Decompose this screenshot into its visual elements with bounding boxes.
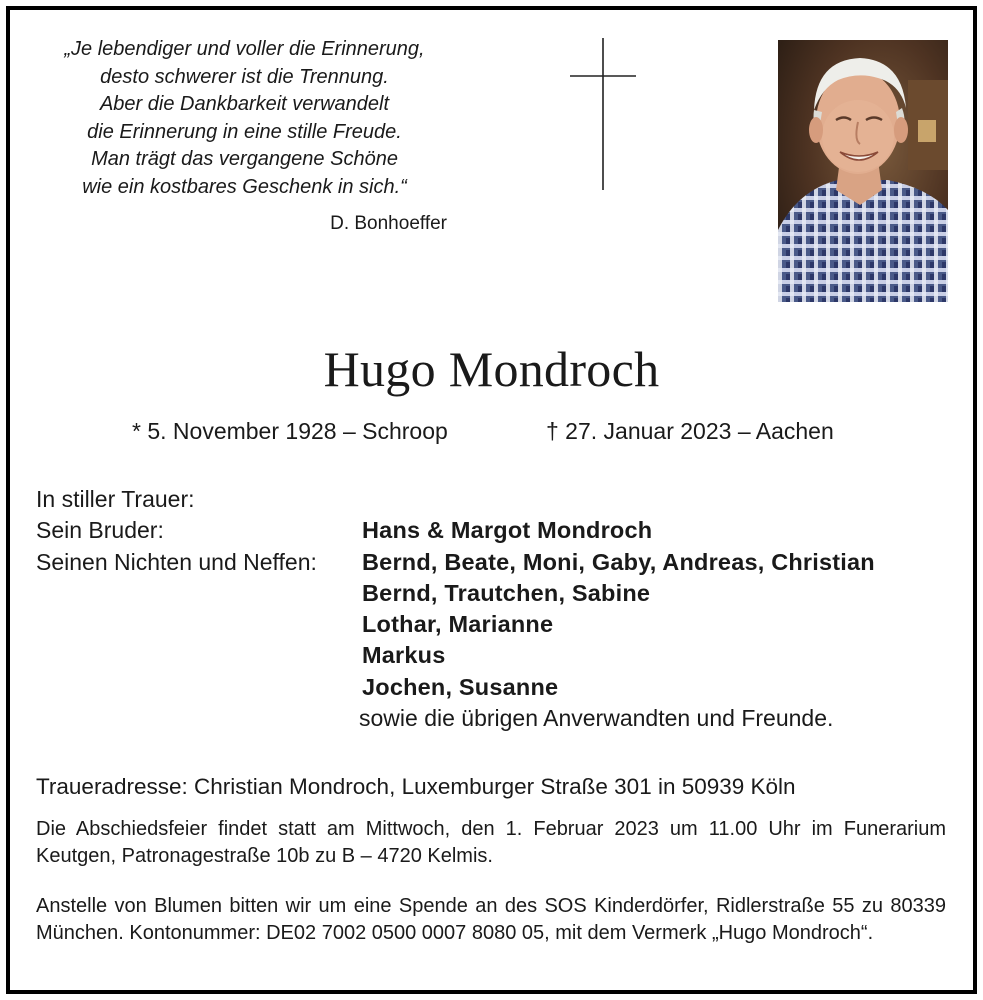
ceremony-info: Die Abschiedsfeier findet statt am Mittwoch, den 1. Februar 2023 um 11.00 Uhr im Funerarium Keutgen, Patronagestraße 10b zu B – 4720 Kelmis. xyxy=(36,818,946,867)
mourners-intro: In stiller Trauer: xyxy=(36,486,195,512)
donation-info: Anstelle von Blumen bitten wir um eine Spende an des SOS Kinderdörfer, Ridlerstraße 55 zu 80339 München. Kontonummer: DE02 7002 0500 0007 8080 05, mit dem Vermerk „Hugo Mondroch“. xyxy=(36,895,946,944)
mourners-list xyxy=(36,484,956,734)
quote-author: D. Bonhoeffer xyxy=(330,213,447,234)
obituary-notice xyxy=(6,6,977,994)
deceased-name: Hugo Mondroch xyxy=(323,341,660,397)
mourners-row xyxy=(36,578,956,609)
relatives-names: Bernd, Trautchen, Sabine xyxy=(362,579,651,606)
birth-date: * 5. November 1928 – Schroop xyxy=(132,418,448,444)
mourners-row xyxy=(36,703,956,734)
quote-line: Man trägt das vergangene Schöne xyxy=(91,148,398,170)
mourners-closing: sowie die übrigen Anverwandten und Freunde. xyxy=(359,705,834,732)
relatives-label: Seinen Nichten und Neffen: xyxy=(36,548,317,575)
cross-icon xyxy=(570,38,636,190)
mourning-address: Traueradresse: Christian Mondroch, Luxemburger Straße 301 in 50939 Köln xyxy=(36,774,796,799)
mourners-row xyxy=(36,515,956,546)
quote-line: desto schwerer ist die Trennung. xyxy=(100,65,389,88)
relatives-names: Bernd, Beate, Moni, Gaby, Andreas, Christian xyxy=(362,548,875,575)
relatives-names: Jochen, Susanne xyxy=(362,673,559,700)
quote-line: die Erinnerung in eine stille Freude. xyxy=(87,120,402,143)
mourners-row xyxy=(36,547,956,578)
quote-line: „Je lebendiger und voller die Erinnerung, xyxy=(64,38,425,60)
quote-block xyxy=(42,36,447,234)
brother-names: Hans & Margot Mondroch xyxy=(362,517,653,544)
mourners-row xyxy=(36,672,956,703)
quote-line: wie ein kostbares Geschenk in sich.“ xyxy=(82,175,407,198)
quote-line: Aber die Dankbarkeit verwandelt xyxy=(99,93,390,115)
relatives-names: Markus xyxy=(362,642,446,669)
relatives-names: Lothar, Marianne xyxy=(362,611,554,638)
mourners-row xyxy=(36,609,956,640)
brother-label: Sein Bruder: xyxy=(36,517,164,544)
mourners-row xyxy=(36,484,956,515)
portrait-photo xyxy=(778,40,948,302)
mourners-row xyxy=(36,640,956,671)
death-date: † 27. Januar 2023 – Aachen xyxy=(546,418,834,444)
